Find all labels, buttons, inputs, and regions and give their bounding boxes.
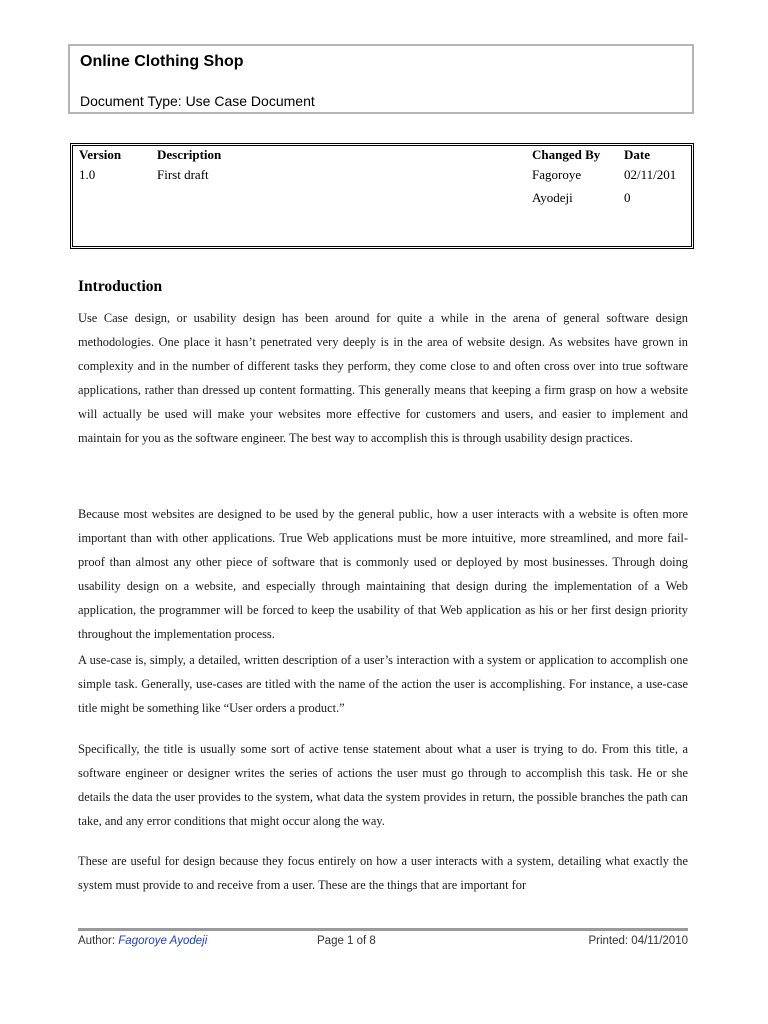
revision-history-table bbox=[70, 143, 694, 249]
footer-printed-date: Printed: 04/11/2010 bbox=[588, 935, 688, 947]
column-header-date: Date bbox=[624, 147, 650, 162]
section-heading: Introduction bbox=[78, 278, 163, 295]
paragraph: These are useful for design because they focus entirely on how a user interacts with a system, detailing what exactly the system must provide to and receive from a user. These are the things that are important for bbox=[78, 854, 688, 892]
column-header-version: Version bbox=[79, 147, 122, 162]
footer-author-name: Fagoroye Ayodeji bbox=[118, 935, 208, 947]
paragraph: Specifically, the title is usually some sort of active tense statement about what a user is trying to do. From this title, a software engineer or designer writes the series of actions the user must go through to accomplish this task. He or she details the data the user provides to the system, what data the system provides in return, the possible branches the path can take, and any error conditions that might occur along the way. bbox=[78, 742, 688, 828]
column-header-description: Description bbox=[157, 147, 222, 162]
paragraph: Because most websites are designed to be used by the general public, how a user interacts with a website is often more important than with other applications. True Web applications must be more intuitive, more streamlined, and more fail-proof than almost any other piece of software that is commonly used or deployed by most businesses. Through doing usability design on a website, and especially through maintaining that design during the implementation of a Web application, the programmer will be forced to keep the usability of that Web application as his or her first design priority throughout the implementation process. bbox=[78, 507, 688, 641]
footer-divider bbox=[78, 928, 688, 931]
cell-date-line2: 0 bbox=[624, 190, 631, 205]
column-header-changed-by: Changed By bbox=[532, 147, 601, 162]
cell-date-line1: 02/11/201 bbox=[624, 167, 677, 182]
cell-version: 1.0 bbox=[79, 167, 96, 182]
footer-author bbox=[78, 935, 207, 947]
document-type: Document Type: Use Case Document bbox=[80, 93, 315, 109]
paragraph: A use-case is, simply, a detailed, written description of a user’s interaction with a system or application to accomplish one simple task. Generally, use-cases are titled with the name of the action the user is accomplishing. For instance, a use-case title might be something like “User orders a product.” bbox=[78, 653, 688, 715]
cell-description: First draft bbox=[157, 167, 209, 182]
footer-author-label: Author: bbox=[78, 935, 119, 947]
document-title: Online Clothing Shop bbox=[80, 53, 244, 70]
footer-page-number: Page 1 of 8 bbox=[317, 935, 376, 947]
paragraph: Use Case design, or usability design has been around for quite a while in the arena of general software design methodologies. One place it hasn’t penetrated very deeply is in the area of website design. As websites have grown in complexity and in the number of different tasks they perform, they come close to and often cross over into true software applications, rather than dressed up content formatting. This generally means that keeping a firm grasp on how a website will actually be used will make your websites more effective for customers and users, and easier to implement and maintain for you as the software engineer. The best way to accomplish this is through usability design practices. bbox=[78, 311, 688, 445]
cell-changed-by-line2: Ayodeji bbox=[532, 190, 573, 205]
cell-changed-by-line1: Fagoroye bbox=[532, 167, 582, 182]
document-header-box bbox=[68, 44, 694, 114]
